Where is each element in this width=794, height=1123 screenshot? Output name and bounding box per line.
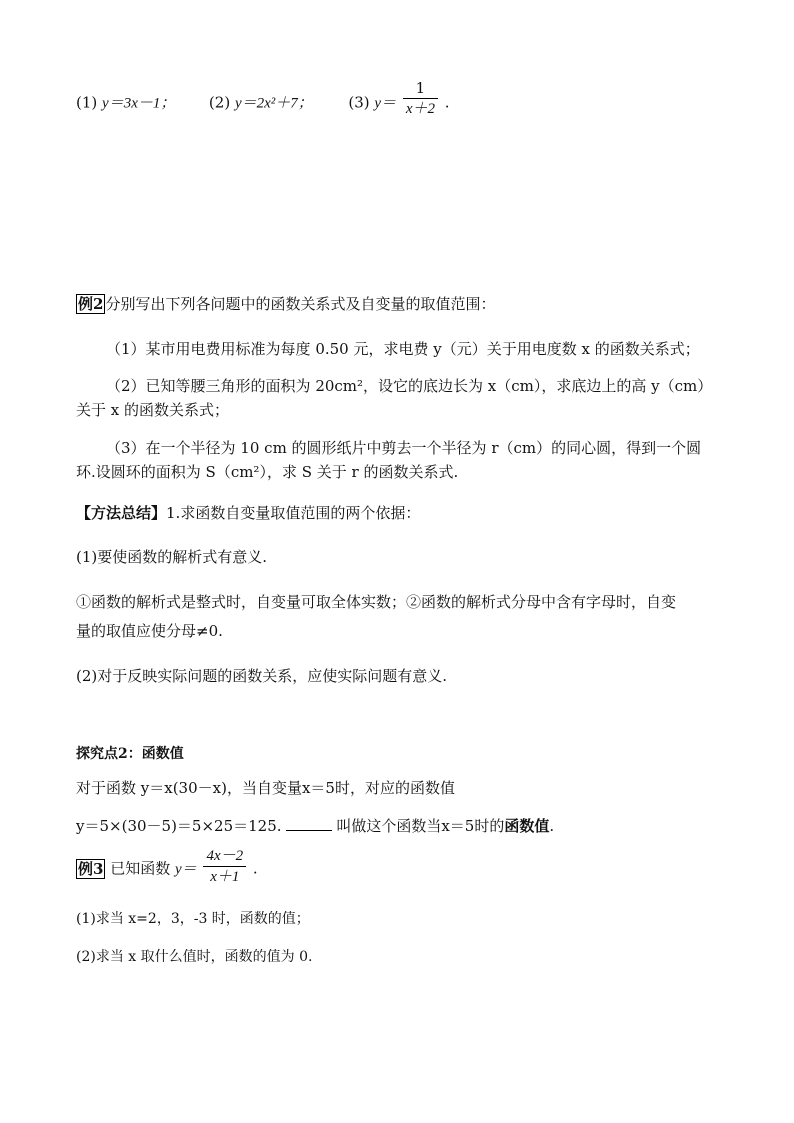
method-summary-title: 【方法总结】 (76, 504, 167, 522)
method-summary-point-1: (1)要使函数的解析式有意义. (76, 548, 268, 566)
example-3-intro: 已知函数 (110, 859, 171, 878)
example-2-item-1: （1）某市用电费用标准为每度 0.50 元，求电费 y（元）关于用电度数 x 的函数关系式； (106, 340, 700, 358)
example-2-item-2-line-1: （2）已知等腰三角形的面积为 20cm²，设它的底边长为 x（cm），求底边上的高 y（cm） (106, 377, 713, 395)
explore-2-term: 函数值 (504, 817, 550, 835)
function-1-label: (1) (76, 93, 98, 112)
example-3-question-1: (1)求当 x=2，3，-3 时，函数的值； (76, 911, 310, 927)
example-2-heading (76, 293, 495, 314)
example-2-item-2-line-2: 关于 x 的函数关系式； (76, 401, 229, 419)
method-summary-point-2: (2)对于反映实际问题的函数关系，应使实际问题有意义. (76, 667, 448, 685)
explore-2-line-1: 对于函数 y＝x(30－x)，当自变量x＝5时，对应的函数值 (76, 779, 455, 797)
example-3-lhs: y＝ (175, 861, 197, 878)
method-summary-heading (76, 502, 420, 523)
example-3-numerator: 4x－2 (203, 846, 246, 867)
explore-2-end: . (549, 817, 555, 835)
example-3-tag: 例3 (78, 859, 104, 878)
function-2-label: (2) (208, 93, 231, 112)
example-2-tag: 例2 (78, 295, 104, 313)
example-2-item-3-line-1: （3）在一个半径为 10 cm 的圆形纸片中剪去一个半径为 r（cm）的同心圆，得到一个圆 (106, 439, 702, 457)
example-3-question-2: (2)求当 x 取什么值时，函数的值为 0. (76, 949, 313, 965)
example-3-heading (76, 848, 258, 887)
method-summary-intro: 1.求函数自变量取值范围的两个依据： (166, 504, 421, 522)
explore-2-heading: 探究点2：函数值 (76, 746, 184, 762)
example-2-item-3-line-2: 环.设圆环的面积为 S（cm²），求 S 关于 r 的函数关系式. (76, 463, 459, 481)
method-summary-point-1-detail-line-2: 量的取值应使分母≠0. (76, 622, 223, 640)
example-3-denominator: x＋1 (210, 869, 240, 885)
function-list (76, 79, 450, 119)
function-3-label: (3) (348, 93, 370, 112)
function-3-denominator: x＋2 (405, 101, 435, 117)
function-3-lhs: y＝ (374, 95, 397, 112)
example-3-end: . (252, 859, 258, 878)
explore-2-statement: 叫做这个函数当x＝5时的 (336, 817, 505, 835)
example-2-intro: 分别写出下列各问题中的函数关系式及自变量的取值范围： (105, 295, 496, 313)
function-3-end: . (444, 93, 450, 112)
example-3-fraction (203, 846, 246, 887)
function-2-expression: y＝2x²＋7； (234, 95, 313, 112)
function-3-numerator: 1 (403, 78, 438, 99)
function-1-expression: y＝3x－1； (102, 95, 176, 112)
explore-2-computation: y＝5×(30－5)＝5×25＝125. (76, 817, 282, 835)
method-summary-point-1-detail-line-1: ①函数的解析式是整式时，自变量可取全体实数；②函数的解析式分母中含有字母时，自变 (76, 593, 677, 611)
explore-2-line-2 (76, 815, 554, 836)
answer-blank (286, 816, 332, 831)
function-3-fraction (403, 78, 438, 119)
